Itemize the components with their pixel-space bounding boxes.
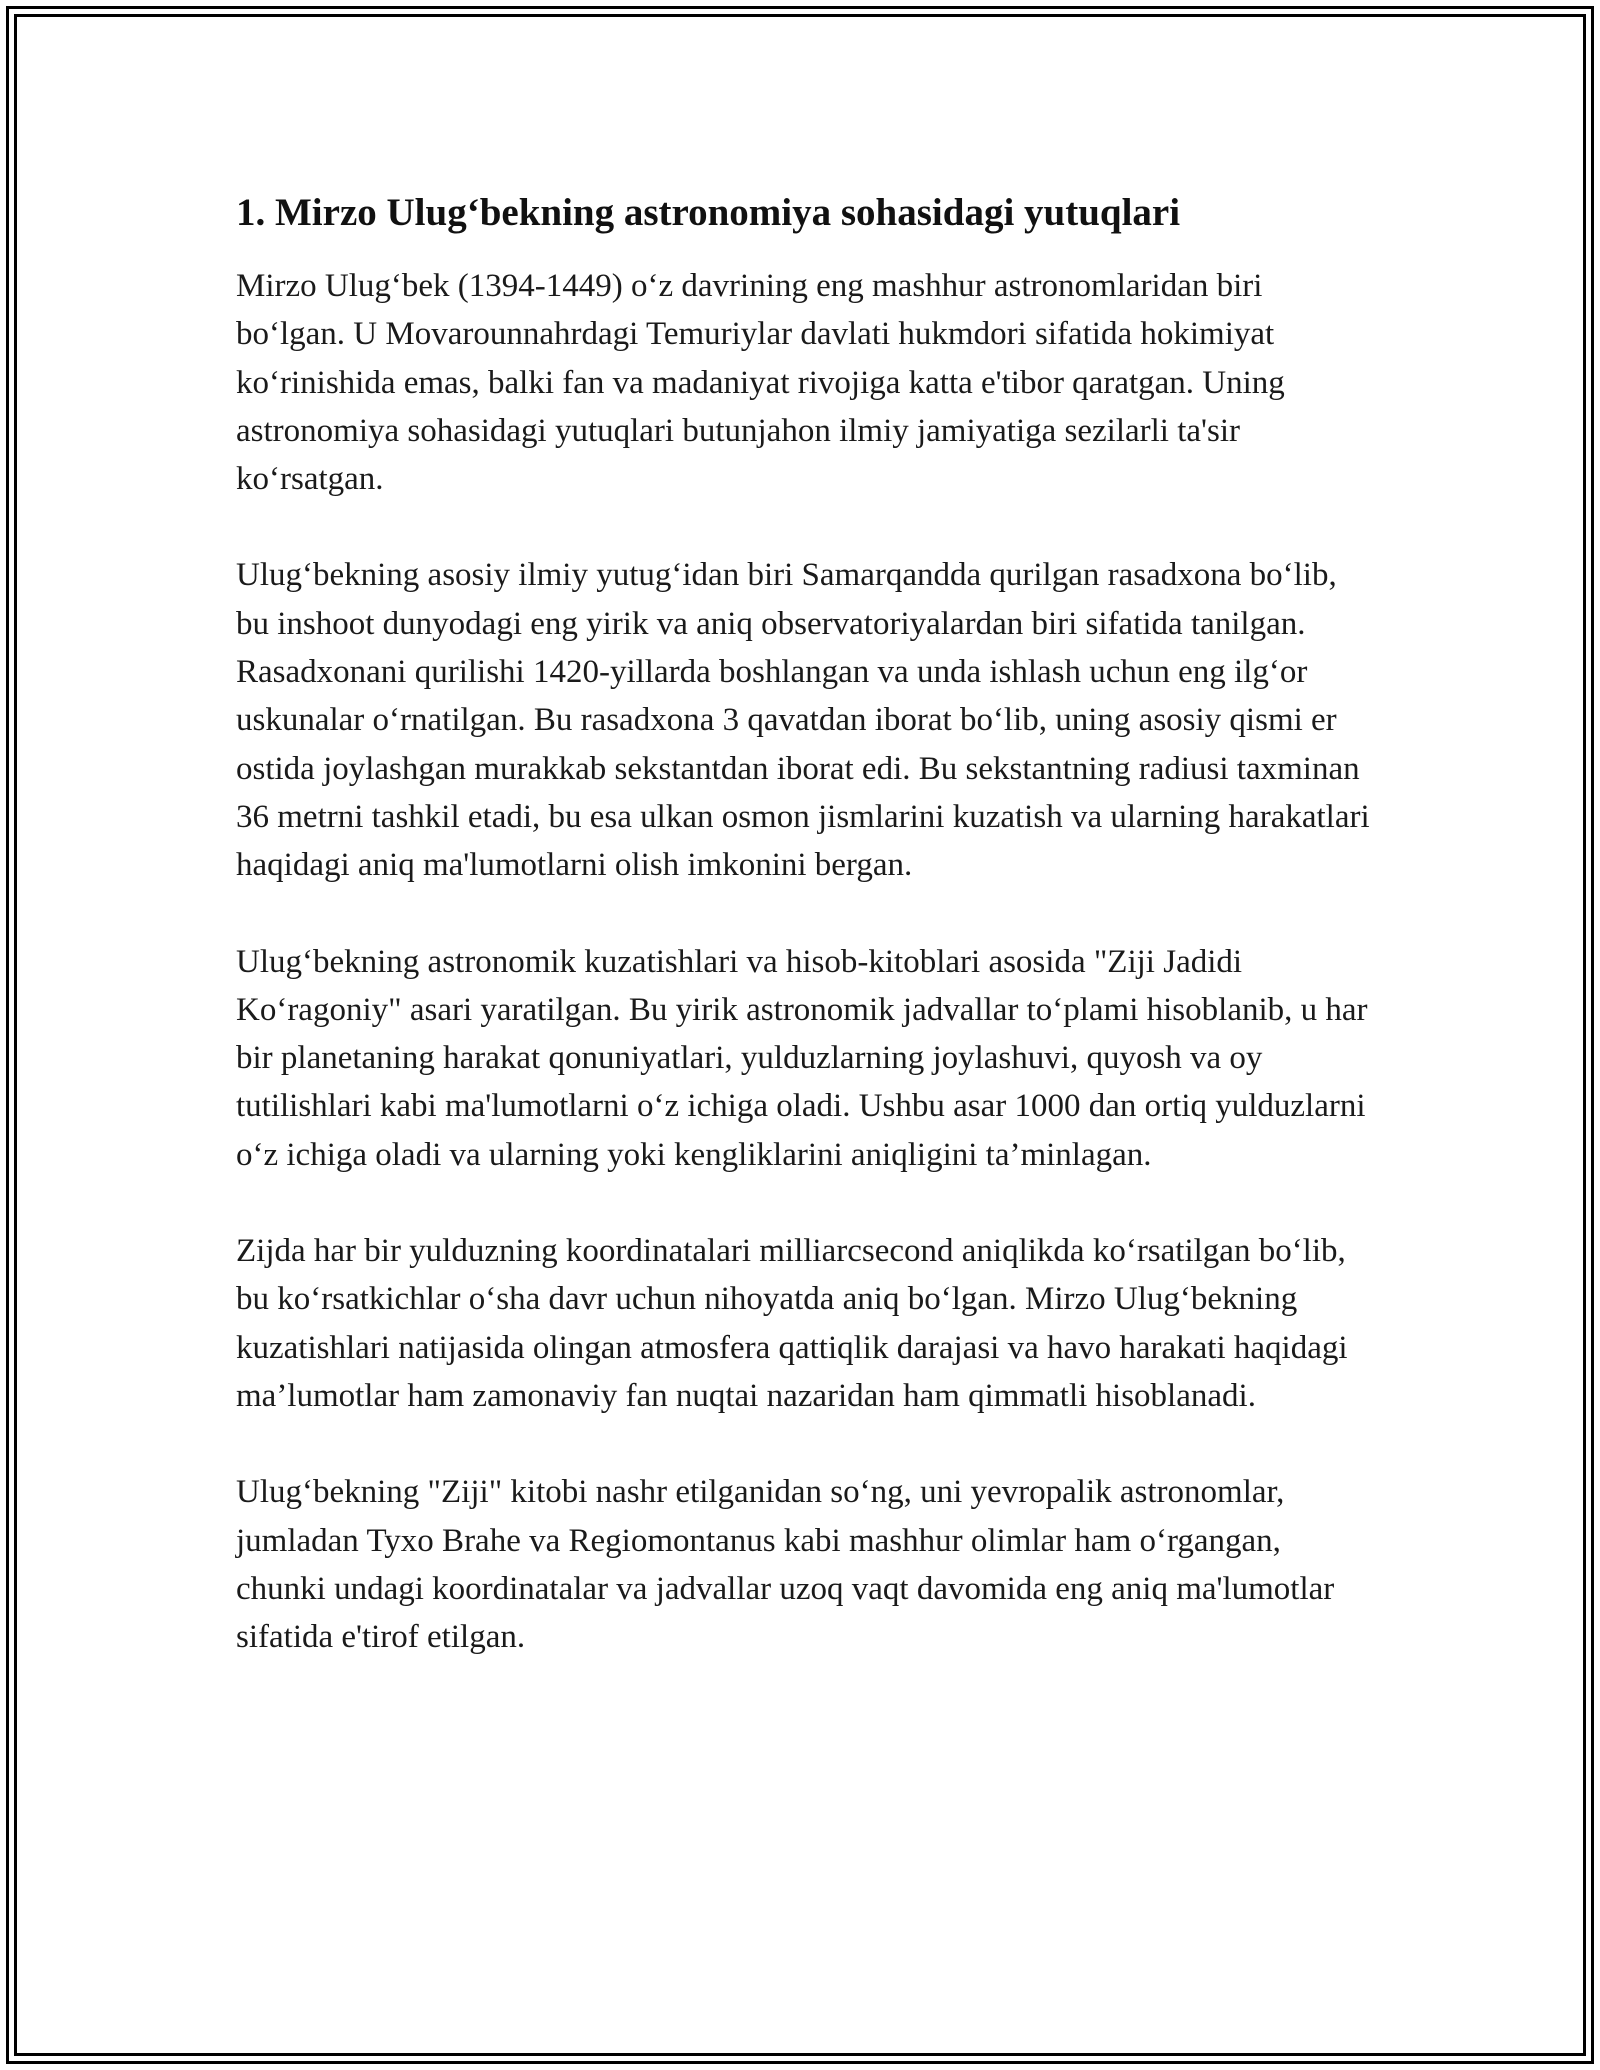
paragraph-intro: Mirzo Ulug‘bek (1394-1449) o‘z davrining eng mashhur astronomlaridan biri bo‘lgan. U Movarounnahrdagi Temuriylar davlati hukmdori sifatida hokimiyat ko‘rinishida emas, balki fan va madaniyat rivojiga katta e'tibor qaratgan. Uning astronomiya sohasidagi yutuqlari butunjahon ilmiy jamiyatiga sezilarli ta'sir ko‘rsatgan. xyxy=(236,268,1285,498)
paragraph-coordinates: Zijda har bir yulduzning koordinatalari milliarcsecond aniqlikda ko‘rsatilgan bo‘lib, bu ko‘rsatkichlar o‘sha davr uchun nihoyatda aniq bo‘lgan. Mirzo Ulug‘bekning kuzatishlari natijasida olingan atmosfera qattiqlik darajasi va havo harakati haqidagi ma’lumotlar ham zamonaviy fan nuqtai nazaridan ham qimmatli hisoblanadi. xyxy=(236,1233,1348,1414)
paragraph-european-influence: Ulug‘bekning "Ziji" kitobi nashr etilganidan so‘ng, uni yevropalik astronomlar, jumladan Tyxo Brahe va Regiomontanus kabi mashhur olimlar ham o‘rgangan, chunki undagi koordinatalar va jadvallar uzoq vaqt davomida eng aniq ma'lumotlar sifatida e'tirof etilgan. xyxy=(236,1474,1335,1656)
section-title: 1. Mirzo Ulug‘bekning astronomiya sohasidagi yutuqlari xyxy=(236,191,1181,234)
paragraph-zij-tables: Ulug‘bekning astronomik kuzatishlari va hisob-kitoblari asosida "Ziji Jadidi Ko‘ragoniy" asari yaratilgan. Bu yirik astronomik jadvallar to‘plami hisoblanib, u har bir planetaning harakat qonuniyatlari, yulduzlarning joylashuvi, quyosh va oy tutilishlari kabi ma'lumotlarni o‘z ichiga oladi. Ushbu asar 1000 dan ortiq yulduzlarni o‘z ichiga oladi va ularning yoki kengliklarini aniqligini ta’minlagan. xyxy=(236,943,1368,1173)
paragraph-observatory: Ulug‘bekning asosiy ilmiy yutug‘idan biri Samarqandda qurilgan rasadxona bo‘lib, bu inshoot dunyodagi eng yirik va aniq observatoriyalardan biri sifatida tanilgan. Rasadxonani qurilishi 1420-yillarda boshlangan va unda ishlash uchun eng ilg‘or uskunalar o‘rnatilgan. Bu rasadxona 3 qavatdan iborat bo‘lib, uning asosiy qismi er ostida joylashgan murakkab sekstantdan iborat edi. Bu sekstantning radiusi taxminan 36 metrni tashkil etadi, bu esa ulkan osmon jismlarini kuzatish va ularning harakatlari haqidagi aniq ma'lumotlarni olish imkonini bergan. xyxy=(236,557,1370,884)
document-body xyxy=(236,186,1376,1709)
